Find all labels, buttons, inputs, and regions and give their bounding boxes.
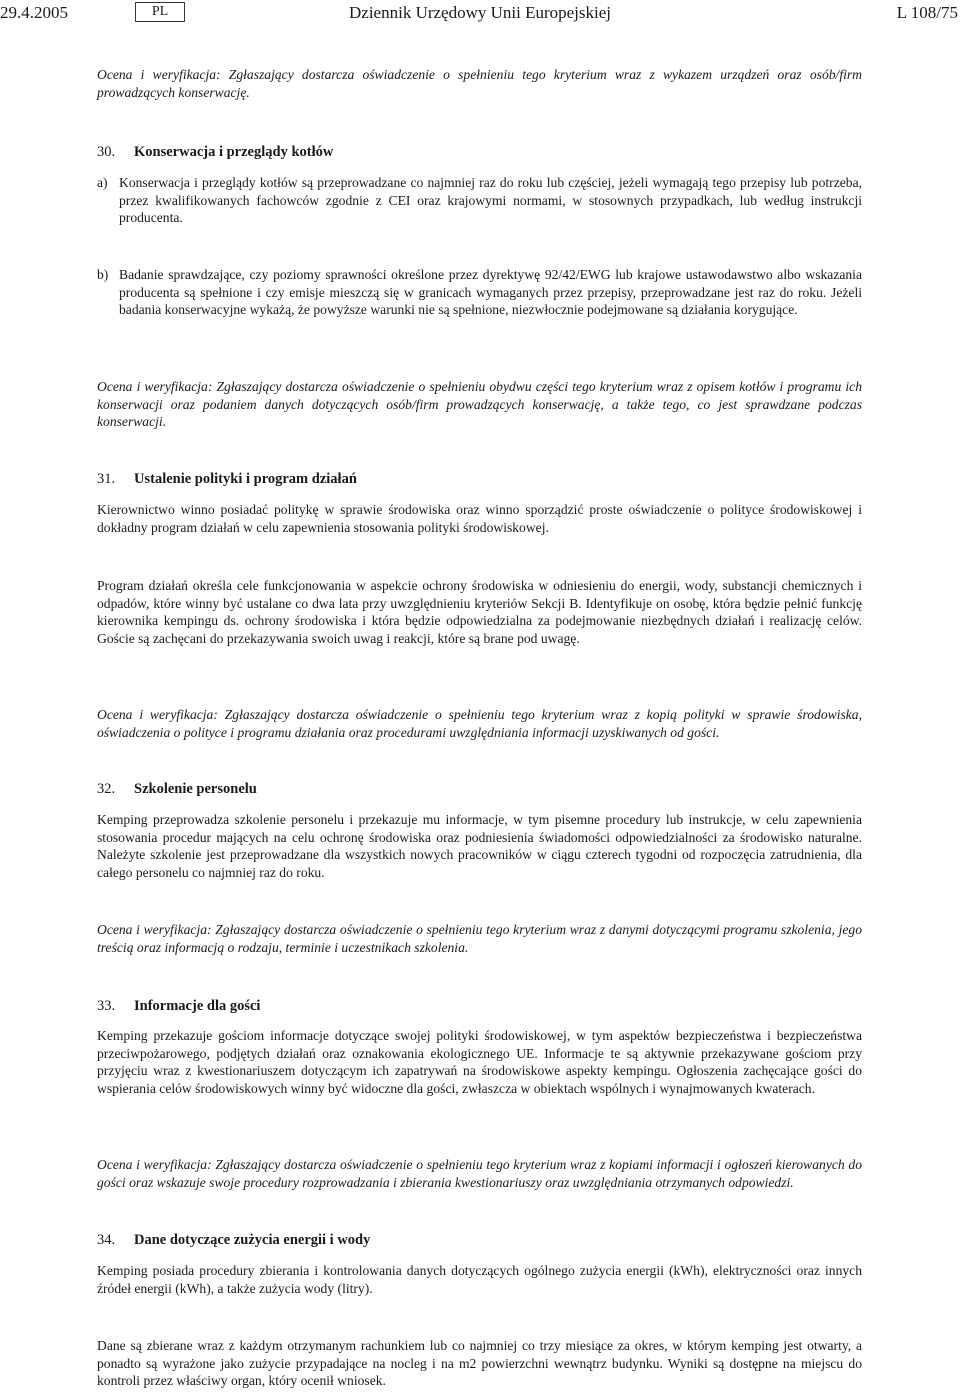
section-33-paragraph-1: Kemping przekazuje gościom informacje dotyczące swojej polityki środowiskowej, w tym aspektów bezpieczeństwa i bezpieczeństwa przeciwpożarowego, podjętych działań oraz oznakowania ekologicznego UE. Informacje te są aktywnie przekazywane gościom przy przyjęciu wraz z kwestionariuszem dotyczącym ich zapatrywań na środowiskowe aspekty kempingu. Ogłoszenia zachęcające gości do wspierania celów środowiskowych winny być widoczne dla gości, zwłaszcza w obiektach wspólnych i wynajmowanych kwaterach. [97,1028,862,1096]
list-text: Badanie sprawdzające, czy poziomy sprawności określone przez dyrektywę 92/42/EWG lub krajowe ustawodawstwo albo wskazania producenta są spełnione i czy emisje mieszczą się w granicach wymaganych przez przepisy, przeprowadzane jest raz do roku. Jeżeli badania konserwacyjne wykażą, że powyższe warunki nie są spełnione, niezwłocznie podejmowane są działania korygujące. [119,267,862,317]
section-number: 32. [97,781,116,797]
section-34-paragraph-2: Dane są zbierane wraz z każdym otrzymanym rachunkiem lub co najmniej co trzy miesiące za okres, w którym kemping jest otwarty, a ponadto są wyrażone jako zużycie przypadające na nocleg i na m2 powierzchni wewnątrz budynku. Wyniki są dostępne na miejscu do kontroli przez właściwy organ, który ocenił wniosek. [97,1338,862,1388]
intro-assessment: Ocena i weryfikacja: Zgłaszający dostarcza oświadczenie o spełnieniu tego kryterium wraz z wykazem urządzeń oraz osób/firm prowadzących konserwację. [97,67,862,100]
section-30-heading [97,143,333,161]
section-title: Dane dotyczące zużycia energii i wody [134,1232,371,1248]
section-number: 33. [97,998,116,1014]
section-number: 30. [97,144,116,160]
section-32-heading [97,780,257,798]
section-number: 31. [97,471,116,487]
section-number: 34. [97,1232,116,1248]
header-date: 29.4.2005 [0,3,68,22]
list-label: b) [97,267,109,282]
journal-title: Dziennik Urzędowy Unii Europejskiej [349,3,612,22]
list-label: a) [97,175,108,190]
section-32-assessment: Ocena i weryfikacja: Zgłaszający dostarcza oświadczenie o spełnieniu tego kryterium wraz z danymi dotyczącymi programu szkolenia, jego treścią oraz informacją o rodzaju, terminie i uczestnikach szkolenia. [97,922,862,955]
section-title: Szkolenie personelu [134,781,257,797]
section-title: Ustalenie polityki i program działań [134,471,357,487]
section-33-heading [97,997,260,1015]
page-reference: L 108/75 [896,3,958,22]
language-badge: PL [135,2,185,22]
page-header [0,2,960,26]
section-31-heading [97,470,357,488]
list-text: Konserwacja i przeglądy kotłów są przeprowadzane co najmniej raz do roku lub częściej, jeżeli wymagają tego przepisy lub potrzeba, przez kwalifikowanych fachowców zgodnie z CEI oraz krajowymi normami, w stosownych przypadkach, lub według instrukcji producenta. [119,175,862,225]
section-32-paragraph-1: Kemping przeprowadza szkolenie personelu i przekazuje mu informacje, w tym pisemne procedury lub instrukcje, w celu zapewnienia stosowania procedur mających na celu ochronę środowiska oraz podniesienia świadomości odpowiedzialności za środowisko naturalne. Należyte szkolenie jest przeprowadzane dla wszystkich nowych pracowników w ciągu czterech tygodni od rozpoczęcia zatrudnienia, dla całego personelu co najmniej raz do roku. [97,812,862,880]
section-31-assessment: Ocena i weryfikacja: Zgłaszający dostarcza oświadczenie o spełnieniu tego kryterium wraz z kopią polityki w sprawie środowiska, oświadczenia o polityce i programu działania oraz procedurami uwzględniania informacji uzyskiwanych od gości. [97,707,862,740]
section-31-paragraph-1: Kierownictwo winno posiadać politykę w sprawie środowiska oraz winno sporządzić proste oświadczenie o polityce środowiskowej i dokładny program działań w celu zapewnienia stosowania polityki środowiskowej. [97,502,862,535]
section-34-heading [97,1231,370,1249]
section-title: Konserwacja i przeglądy kotłów [134,144,334,160]
section-33-assessment: Ocena i weryfikacja: Zgłaszający dostarcza oświadczenie o spełnieniu tego kryterium wraz z kopiami informacji i ogłoszeń kierowanych do gości oraz wskazuje swoje procedury rozprowadzania i zbierania kwestionariuszy oraz uwzględniania otrzymanych odpowiedzi. [97,1157,862,1190]
section-title: Informacje dla gości [134,998,261,1014]
section-30-assessment: Ocena i weryfikacja: Zgłaszający dostarcza oświadczenie o spełnieniu obydwu części tego kryterium wraz z opisem kotłów i programu ich konserwacji oraz podaniem danych dotyczących osób/firm prowadzących konserwację, a także tego, co jest sprawdzane podczas konserwacji. [97,379,862,429]
section-34-paragraph-1: Kemping posiada procedury zbierania i kontrolowania danych dotyczących ogólnego zużycia energii (kWh), elektryczności oraz innych źródeł energii (kWh), a także zużycia wody (litry). [97,1263,862,1296]
section-31-paragraph-2: Program działań określa cele funkcjonowania w aspekcie ochrony środowiska w odniesieniu do energii, wody, substancji chemicznych i odpadów, które winny być ustalane co dwa lata przy uwzględnieniu kryteriów Sekcji B. Identyfikuje on osobę, która będzie pełnić funkcję kierownika kempingu ds. ochrony środowiska i która będzie odpowiedzialna za podejmowanie niezbędnych działań i realizację celów. Goście są zachęcani do przekazywania swoich uwag i reakcji, które są brane pod uwagę. [97,578,862,646]
